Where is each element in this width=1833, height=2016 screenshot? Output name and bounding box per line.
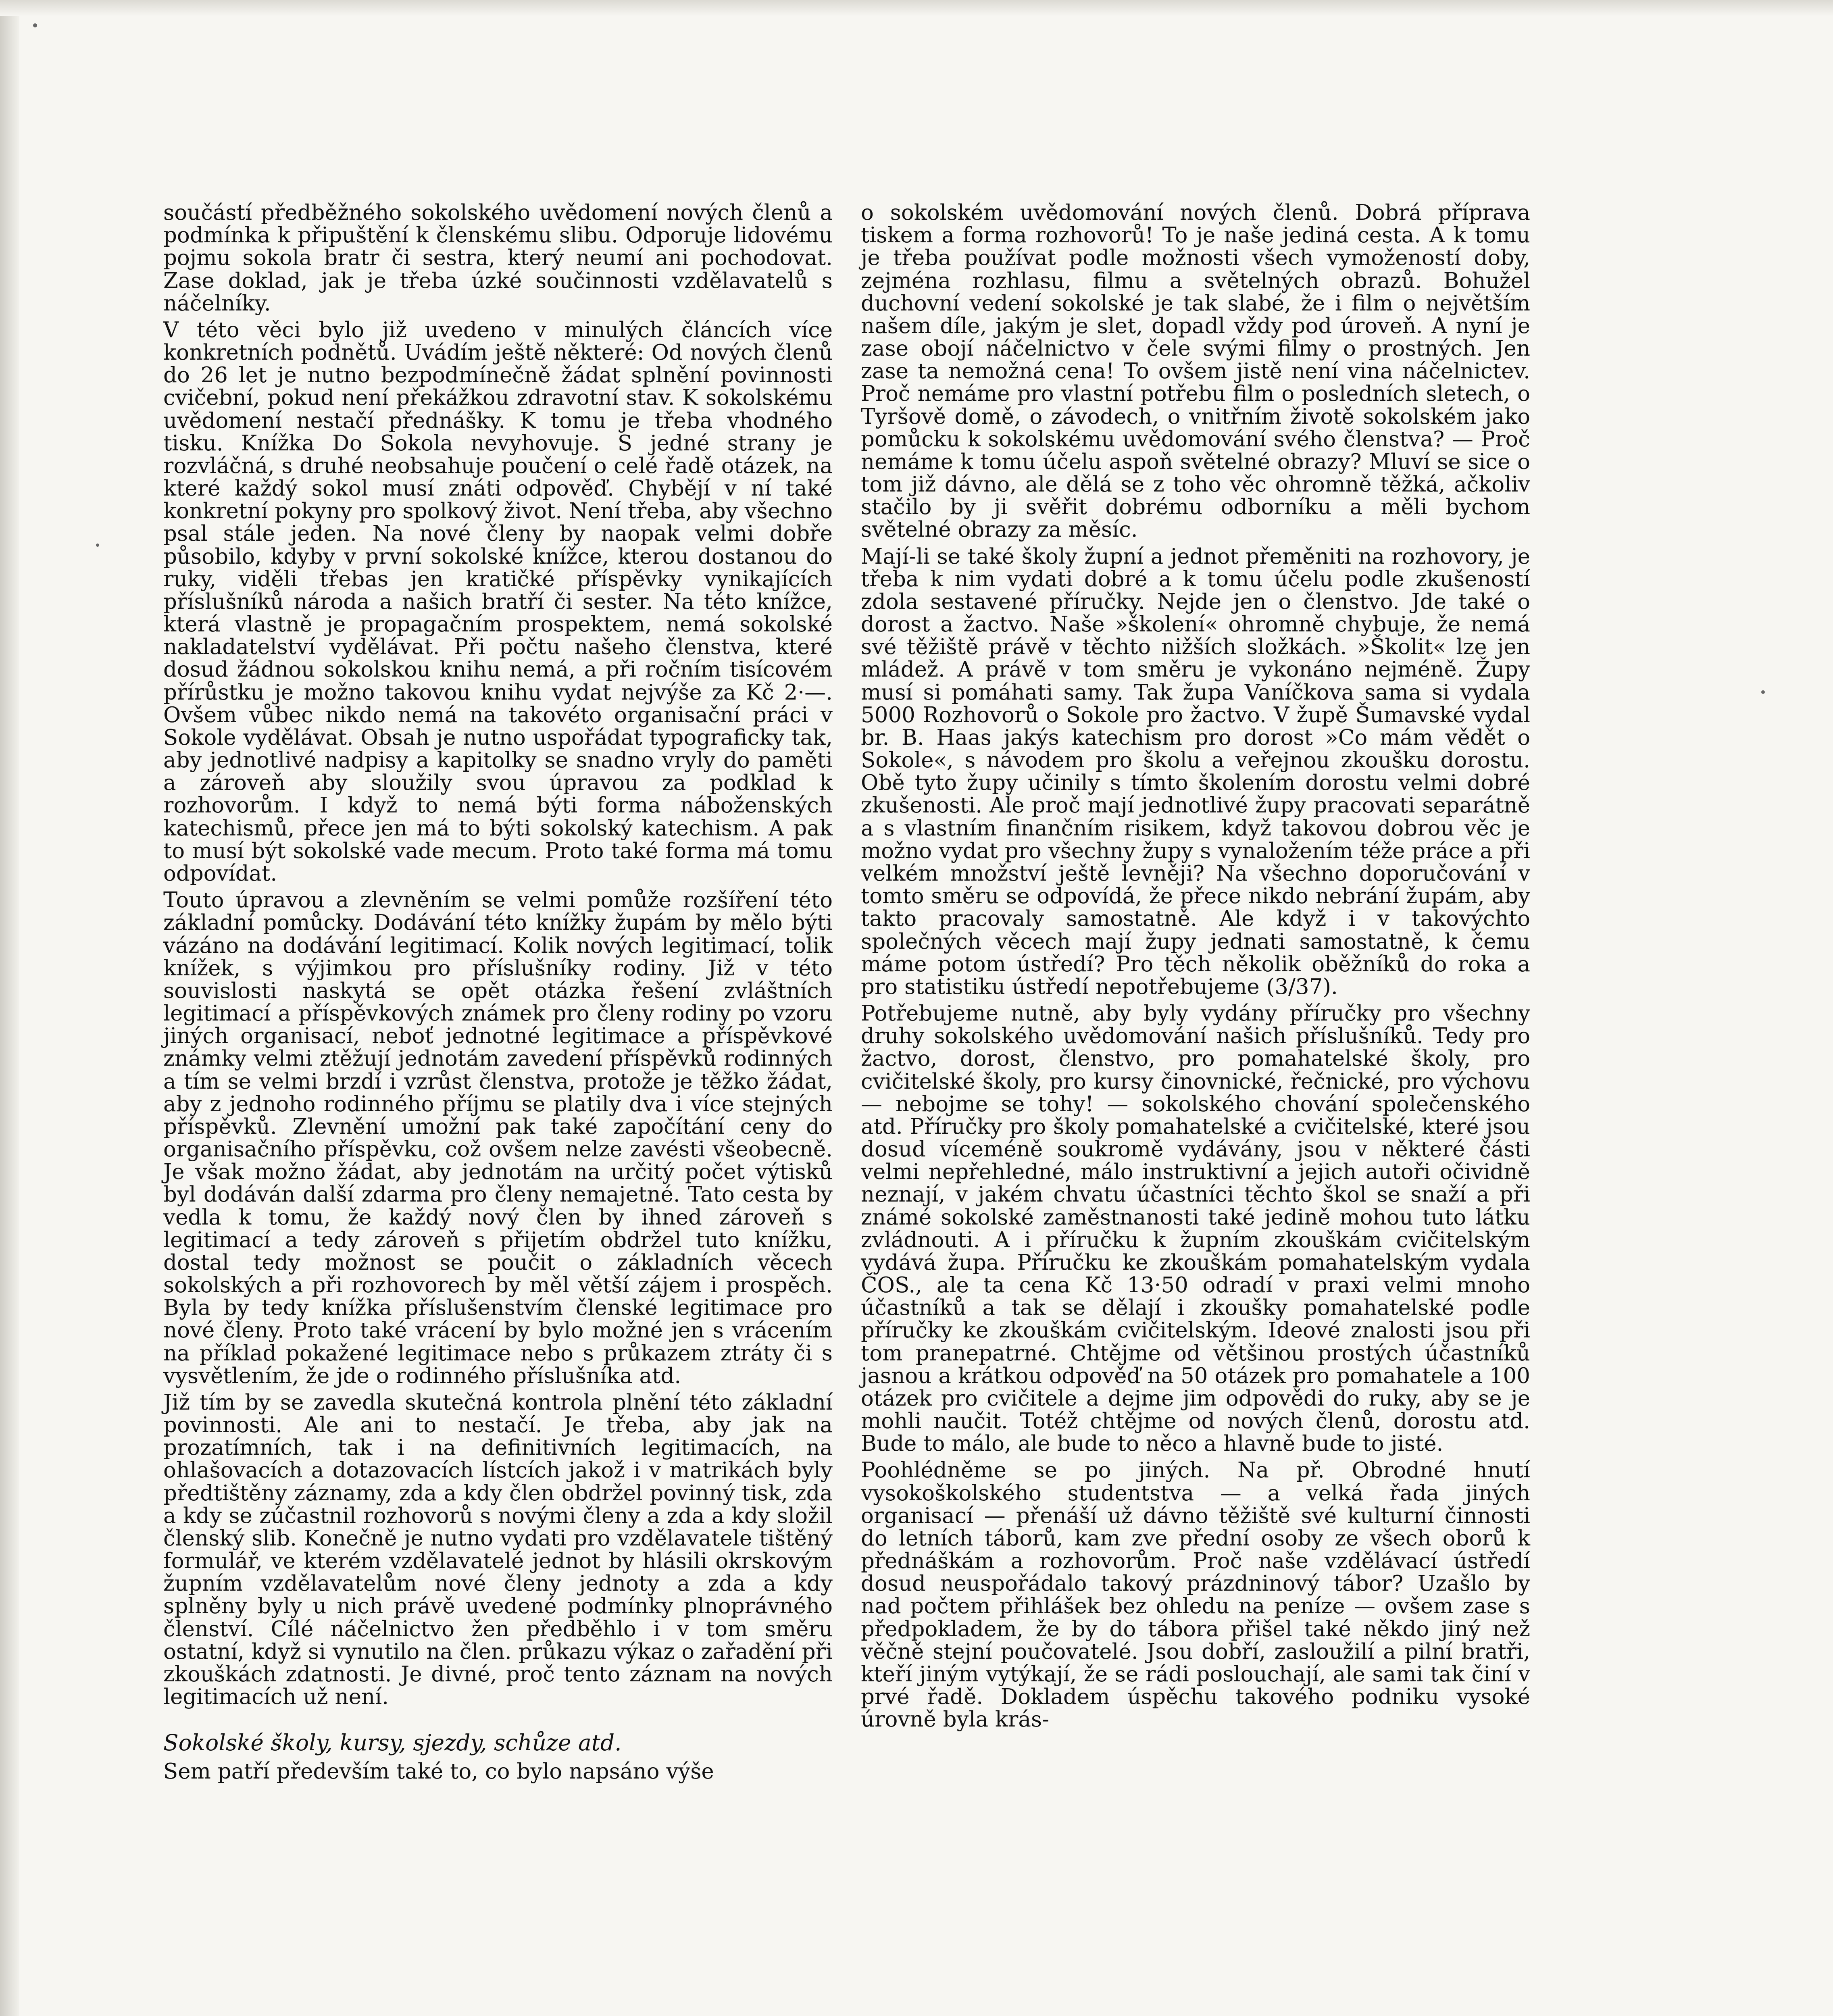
paragraph: Poohlédněme se po jiných. Na př. Obrodné hnutí vysokoškolského studentstva — a velká řada jiných organisací — přenáší už dávno těžiště své kulturní činnosti do letních táborů, kam zve přední osoby ze všech oborů k přednáškám a rozhovorům. Proč naše vzdělávací ústředí dosud neuspořádalo takový prázdninový tábor? Uzašlo by nad počtem přihlášek bez ohledu na peníze — ovšem zase s předpokladem, že by do tábora přišel také někdo jiný než věčně stejní poučovatelé. Jsou dobří, zasloužilí a pilní bratři, kteří jiným vytýkají, že se rádi poslouchají, ale sami tak činí v prvé řadě. Dokladem úspěchu takového podniku vysoké úrovně byla krás- [861, 1458, 1530, 1732]
page-edge-top [0, 0, 1833, 16]
right-text-column [861, 202, 1530, 1731]
paragraph: o sokolském uvědomování nových členů. Dobrá příprava tiskem a forma rozhovorů! To je naše jediná cesta. A k tomu je třeba používat podle možnosti všech vymožeností doby, zejména rozhlasu, filmu a světelných obrazů. Bohužel duchovní vedení sokolské je tak slabé, že i film o největším našem díle, jakým je slet, dopadl vždy pod úroveň. A nyní je zase obojí náčelnictvo v čele svými filmy o prostných. Jen zase ta nemožná cena! To ovšem jistě není vina náčelnictev. Proč nemáme pro vlastní potřebu film o posledních sletech, o Tyršově domě, o závodech, o vnitřním životě sokolském jako pomůcku k sokolskému uvědomování svého členstva? — Proč nemáme k tomu účelu aspoň světelné obrazy? Mluví se sice o tom již dávno, ale dělá se z toho věc ohromně těžká, ačkoliv stačilo by ji svěřit dobrému odborníku a měli bychom světelné obrazy za měsíc. [861, 200, 1530, 542]
page-edge-left [0, 0, 19, 2016]
section-heading: Sokolské školy, kursy, sjezdy, schůze atd. [163, 1730, 622, 1756]
paragraph: Již tím by se zavedla skutečná kontrola plnění této základní povinnosti. Ale ani to nestačí. Je třeba, aby jak na prozatímních, tak i na definitivních legitimacích, na ohlašovacích a dotazovacích lístcích jakož i v matrikách byly předtištěny záznamy, zda a kdy člen obdržel povinný tisk, zda a kdy se zúčastnil rozhovorů s novými členy a zda a kdy složil členský slib. Konečně je nutno vydati pro vzdělavatele tištěný formulář, ve kterém vzdělavatelé jednot by hlásili okrskovým župním vzdělavatelům nové členy jednoty a zda a kdy splněny byly u nich právě uvedené podmínky plnoprávného členství. Cílé náčelnictvo žen předběhlo i v tom směru ostatní, když si vynutilo na člen. průkazu výkaz o zařadění při zkouškách zdatnosti. Je divné, proč tento záznam na nových legitimacích už není. [163, 1390, 833, 1710]
paragraph: Touto úpravou a zlevněním se velmi pomůže rozšíření této základní pomůcky. Dodávání této knížky župám by mělo býti vázáno na dodávání legitimací. Kolik nových legitimací, tolik knížek, s výjimkou pro příslušníky rodiny. Již v této souvislosti naskytá se opět otázka řešení zvláštních legitimací a příspěvkových známek pro členy rodiny po vzoru jiných organisací, neboť jednotné legitimace a příspěvkové známky velmi ztěžují jednotám zavedení příspěvků rodinných a tím se velmi brzdí i vzrůst členstva, protože je těžko žádat, aby z jednoho rodinného příjmu se platily dva i více stejných příspěvků. Zlevnění umožní pak také započítání ceny do organisačního příspěvku, což ovšem nelze zavésti všeobecně. Je však možno žádat, aby jednotám na určitý počet výtisků byl dodáván další zdarma pro členy nemajetné. Tato cesta by vedla k tomu, že každý nový člen by ihned zároveň s legitimací a tedy zároveň s přijetím obdržel tuto knížku, dostal tedy možnost se poučit o základních věcech sokolských a při rozhovorech by měl větší zájem i prospěch. Byla by tedy knížka příslušenstvím členské legitimace pro nové členy. Proto také vrácení by bylo možné jen s vrácením na příklad pokažené legitimace nebo s průkazem ztráty či s vysvětlením, že jde o rodinného příslušníka atd. [163, 888, 833, 1388]
scan-dust-mark [96, 544, 99, 547]
paragraph: V této věci bylo již uvedeno v minulých článcích více konkretních podnětů. Uvádím ještě některé: Od nových členů do 26 let je nutno bezpodmínečně žádat splnění povinnosti cvičební, pokud není překážkou zdravotní stav. K sokolskému uvědomení nestačí přednášky. K tomu je třeba vhodného tisku. Knížka Do Sokola nevyhovuje. S jedné strany je rozvláčná, s druhé neobsahuje poučení o celé řadě otázek, na které každý sokol musí znáti odpověď. Chybějí v ní také konkretní pokyny pro spolkový život. Není třeba, aby všechno psal stále jeden. Na nové členy by naopak velmi dobře působilo, kdyby v první sokolské knížce, kterou dostanou do ruky, viděli třebas jen kratičké příspěvky vynikajících příslušníků národa a našich bratří či sester. Na této knížce, která vlastně je propagačním prospektem, nemá sokolské nakladatelství vydělávat. Při počtu našeho členstva, které dosud žádnou sokolskou knihu nemá, a při ročním tisícovém přírůstku je možno takovou knihu vydat nejvýše za Kč 2·—. Ovšem vůbec nikdo nemá na takovéto organisační práci v Sokole vydělávat. Obsah je nutno uspořádat typograficky tak, aby jednotlivé nadpisy a kapitolky se snadno vryly do paměti a zároveň aby sloužily svou úpravou za podklad k rozhovorům. I když to nemá býti forma náboženských katechismů, přece jen má to býti sokolský katechism. A pak to musí být sokolské vade mecum. Proto také forma má tomu odpovídat. [163, 317, 833, 886]
paragraph: Sem patří především také to, co bylo napsáno výše [163, 1759, 714, 1784]
paragraph: součástí předběžného sokolského uvědomení nových členů a podmínka k připuštění k členskému slibu. Odporuje lidovému pojmu sokola bratr či sestra, který neumí ani pochodovat. Zase doklad, jak je třeba úzké součinnosti vzdělavatelů s náčelníky. [163, 200, 833, 316]
paragraph: Potřebujeme nutně, aby byly vydány příručky pro všechny druhy sokolského uvědomování našich příslušníků. Tedy pro žactvo, dorost, členstvo, pro pomahatelské školy, pro cvičitelské školy, pro kursy činovnické, řečnické, pro výchovu — nebojme se tohy! — sokolského chování společenského atd. Příručky pro školy pomahatelské a cvičitelské, které jsou dosud víceméně soukromě vydávány, jsou v některé části velmi nepřehledné, málo instruktivní a jejich autoři očividně neznají, v jakém chvatu účastníci těchto škol se snaží a při známé sokolské zaměstnanosti také jedině mohou tuto látku zvládnouti. A i příručku k župním zkouškám cvičitelským vydává župa. Příručku ke zkouškám pomahatelským vydala ČOS., ale ta cena Kč 13·50 odradí v praxi velmi mnoho účastníků a tak se dělají i zkoušky pomahatelské podle příručky ke zkouškám cvičitelským. Ideové znalosti jsou při tom pranepatrné. Chtějme od většinou prostých účastníků jasnou a krátkou odpověď na 50 otázek pro pomahatele a 100 otázek pro cvičitele a dejme jim odpovědi do ruky, aby se je mohli naučit. Totéž chtějme od nových členů, dorostu atd. Bude to málo, ale bude to něco a hlavně bude to jisté. [861, 1001, 1530, 1456]
scan-dust-mark [1761, 690, 1765, 694]
paragraph: Mají-li se také školy župní a jednot přeměniti na rozhovory, je třeba k nim vydati dobré a k tomu účelu podle zkušeností zdola sestavené příručky. Nejde jen o členstvo. Jde také o dorost a žactvo. Naše »školení« ohromně chybuje, že nemá své těžiště právě v těchto nižších složkách. »Školit« lze jen mládež. A právě v tom směru je vykonáno nejméně. Župy musí si pomáhati samy. Tak župa Vaníčkova sama si vydala 5000 Rozhovorů o Sokole pro žactvo. V župě Šumavské vydal br. B. Haas jakýs katechism pro dorost »Co mám vědět o Sokole«, s návodem pro školu a veřejnou zkoušku dorostu. Obě tyto župy učinily s tímto školením dorostu velmi dobré zkušenosti. Ale proč mají jednotlivé župy pracovati separátně a s vlastním finančním risikem, když takovou dobrou věc je možno vydat pro všechny župy s vynaložením téže práce a při velkém množství ještě levněji? Na všechno doporučování v tomto směru se odpovídá, že přece nikdo nebrání župám, aby takto pracovaly samostatně. Ale když i v takovýchto společných věcech mají župy jednati samostatně, k čemu máme potom ústředí? Pro těch několik oběžníků do roka a pro statistiku ústředí nepotřebujeme (3/37). [861, 544, 1530, 999]
left-text-column [163, 202, 833, 1783]
scan-dust-mark [33, 23, 37, 27]
